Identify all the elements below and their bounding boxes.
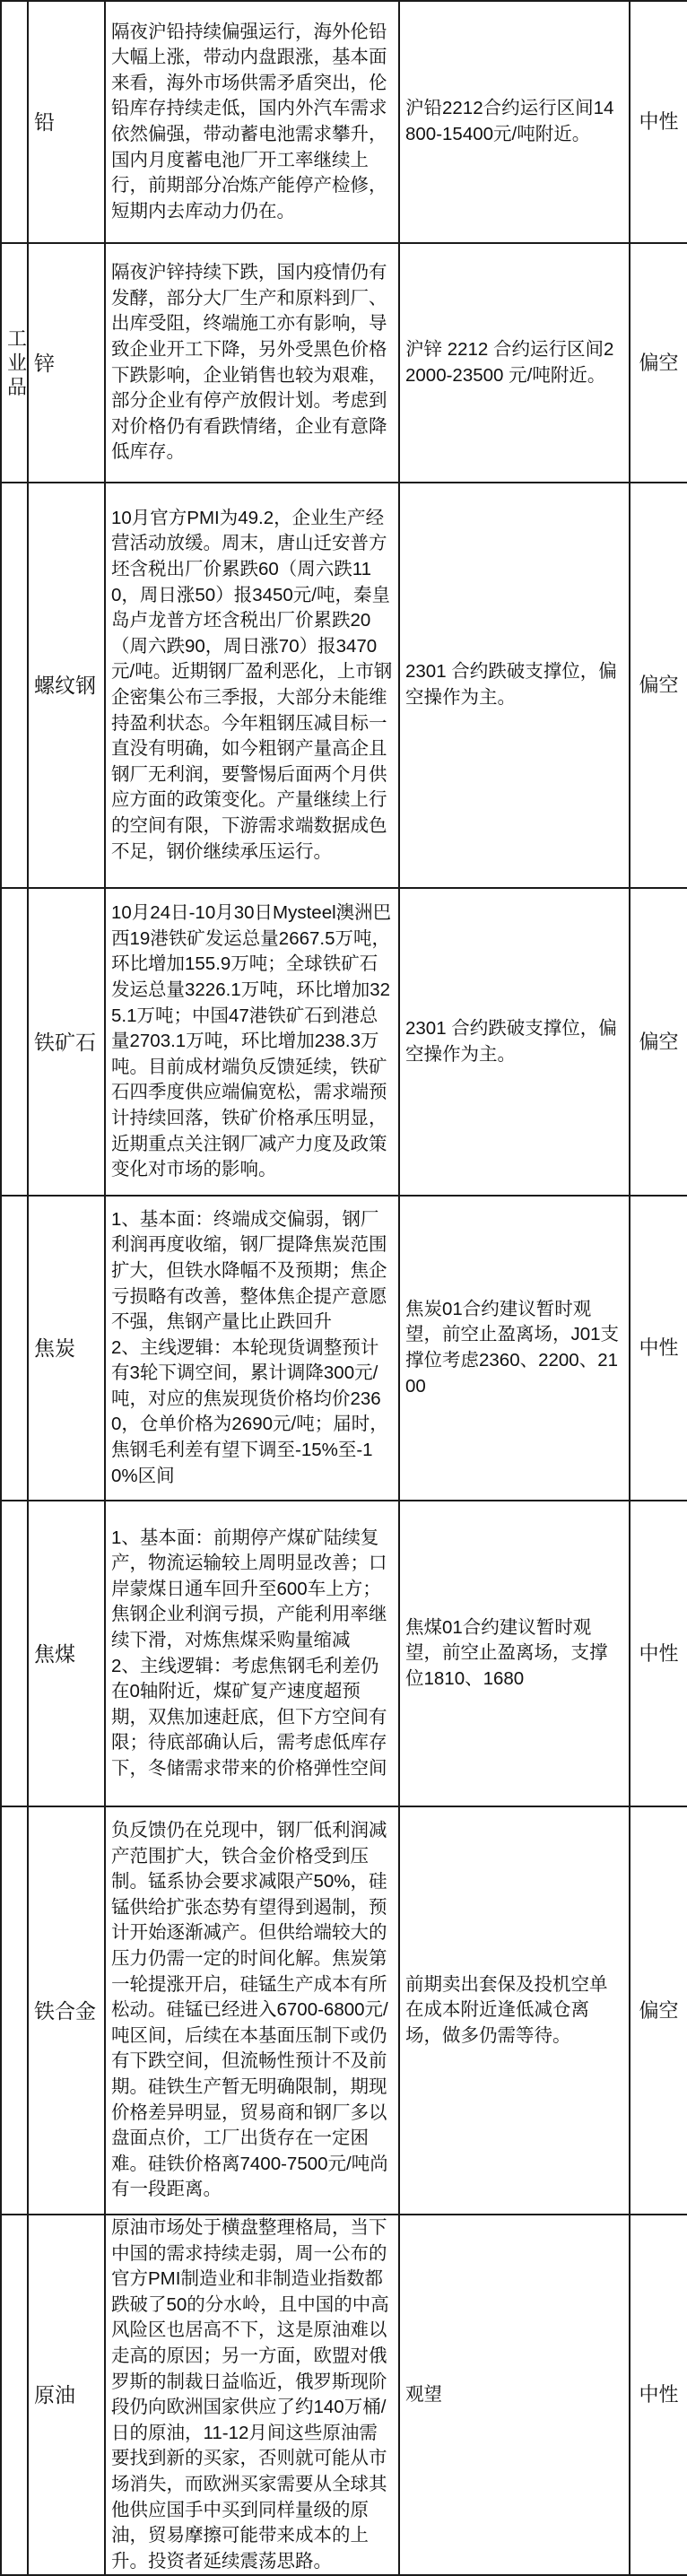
sector-cell [1, 483, 28, 888]
stance-badge: 偏空 [630, 483, 687, 888]
trading-strategy: 焦炭01合约建议暂时观望，前空止盈离场，J01支撑位考虑2360、2200、2100 [399, 1196, 630, 1501]
market-analysis: 1、基本面：终端成交偏弱，钢厂利润再度收缩，钢厂提降焦炭范围扩大，但铁水降幅不及预期；焦企亏损略有改善，整体焦企提产意愿不强，焦钢产量比止跌回升 2、主线逻辑：本轮现货调整预计有3轮下调空间，累计调降300元/吨，对应的焦炭现货价格均价2360，仓单价格为2690元/吨；届时，焦钢毛利差有望下调至-15%至-10%区间 [105, 1196, 399, 1501]
commodity-name: 铅 [28, 1, 105, 243]
market-analysis: 10月24日-10月30日Mysteel澳洲巴西19港铁矿发运总量2667.5万吨，环比增加155.9万吨；全球铁矿石发运总量3226.1万吨，环比增加325.1万吨；中国47港铁矿石到港总量2703.1万吨，环比增加238.3万吨。目前成材端负反馈延续，铁矿石四季度供应端偏宽松，需求端预计持续回落，铁矿价格承压明显，近期重点关注钢厂减产力度及政策变化对市场的影响。 [105, 888, 399, 1196]
sector-cell [1, 888, 28, 1196]
sector-cell [1, 2215, 28, 2575]
commodity-name: 焦煤 [28, 1501, 105, 1806]
table-row [1, 1806, 687, 2215]
table-row [1, 243, 687, 483]
table-row [1, 1, 687, 243]
sector-cell [1, 1196, 28, 1501]
table-row [1, 1196, 687, 1501]
sector-cell [1, 1, 28, 243]
market-analysis: 隔夜沪锌持续下跌，国内疫情仍有发酵，部分大厂生产和原料到厂、出库受阻，终端施工亦有影响，导致企业开工下降，另外受黑色价格下跌影响，企业销售也较为艰难，部分企业有停产放假计划。考虑到对价格仍有看跌情绪，企业有意降低库存。 [105, 243, 399, 483]
trading-strategy: 2301 合约跌破支撑位，偏空操作为主。 [399, 483, 630, 888]
stance-badge: 中性 [630, 2215, 687, 2575]
market-analysis: 负反馈仍在兑现中，钢厂低利润减产范围扩大，铁合金价格受到压制。锰系协会要求减限产50%，硅锰供给扩张态势有望得到遏制，预计开始逐渐减产。但供给端较大的压力仍需一定的时间化解。焦炭第一轮提涨开启，硅锰生产成本有所松动。硅锰已经进入6700-6800元/吨区间，后续在本基面压制下或仍有下跌空间，但流畅性预计不及前期。硅铁生产暂无明确限制，期现价格差异明显，贸易商和钢厂多以盘面点价，工厂出货存在一定困难。硅铁价格离7400-7500元/吨尚有一段距离。 [105, 1806, 399, 2215]
market-analysis: 隔夜沪铅持续偏强运行，海外伦铅大幅上涨，带动内盘跟涨，基本面来看，海外市场供需矛盾突出，伦铅库存持续走低，国内外汽车需求依然偏强，带动蓄电池需求攀升，国内月度蓄电池厂开工率继续上行，前期部分冶炼产能停产检修，短期内去库动力仍在。 [105, 1, 399, 243]
sector-cell [1, 1806, 28, 2215]
commodity-name: 螺纹钢 [28, 483, 105, 888]
trading-strategy: 沪铅2212合约运行区间14800-15400元/吨附近。 [399, 1, 630, 243]
market-analysis: 1、基本面：前期停产煤矿陆续复产，物流运输较上周明显改善；口岸蒙煤日通车回升至600车上方；焦钢企业利润亏损，产能利用率继续下滑，对炼焦煤采购量缩减 2、主线逻辑：考虑焦钢毛利差仍在0轴附近，煤矿复产速度超预期，双焦加速赶底，但下方空间有限；待底部确认后，需考虑低库存下，冬储需求带来的价格弹性空间 [105, 1501, 399, 1806]
stance-badge: 偏空 [630, 1806, 687, 2215]
stance-badge: 中性 [630, 1501, 687, 1806]
trading-strategy: 前期卖出套保及投机空单在成本附近逢低减仓离场，做多仍需等待。 [399, 1806, 630, 2215]
table-row [1, 2215, 687, 2575]
commodity-name: 锌 [28, 243, 105, 483]
trading-strategy: 观望 [399, 2215, 630, 2575]
commodity-name: 原油 [28, 2215, 105, 2575]
table-row [1, 888, 687, 1196]
sector-cell [1, 1501, 28, 1806]
table-row [1, 1501, 687, 1806]
stance-badge: 中性 [630, 1196, 687, 1501]
stance-badge: 偏空 [630, 243, 687, 483]
commodity-name: 铁矿石 [28, 888, 105, 1196]
stance-badge: 中性 [630, 1, 687, 243]
market-analysis: 10月官方PMI为49.2，企业生产经营活动放缓。周末，唐山迁安普方坯含税出厂价累跌60（周六跌110，周日涨50）报3450元/吨，秦皇岛卢龙普方坯含税出厂价累跌20（周六跌90，周日涨70）报3470元/吨。近期钢厂盈利恶化，上市钢企密集公布三季报，大部分未能维持盈利状态。今年粗钢压减目标一直没有明确，如今粗钢产量高企且钢厂无利润，要警惕后面两个月供应方面的政策变化。产量继续上行的空间有限，下游需求端数据成色不足，钢价继续承压运行。 [105, 483, 399, 888]
commodity-name: 焦炭 [28, 1196, 105, 1501]
commodity-name: 铁合金 [28, 1806, 105, 2215]
trading-strategy: 沪锌 2212 合约运行区间22000-23500 元/吨附近。 [399, 243, 630, 483]
sector-label: 工业品 [1, 243, 28, 483]
market-analysis: 原油市场处于横盘整理格局，当下中国的需求持续走弱，周一公布的官方PMI制造业和非制造业指数都跌破了50的分水岭，且中国的中高风险区也居高不下，这是原油难以走高的原因；另一方面，欧盟对俄罗斯的制裁日益临近，俄罗斯现阶段仍向欧洲国家供应了约140万桶/日的原油，11-12月间这些原油需要找到新的买家，否则就可能从市场消失，而欧洲买家需要从全球其他供应国手中买到同样量级的原油，贸易摩擦可能带来成本的上升。投资者延续震荡思路。 [105, 2215, 399, 2575]
trading-strategy: 焦煤01合约建议暂时观望，前空止盈离场，支撑位1810、1680 [399, 1501, 630, 1806]
stance-badge: 偏空 [630, 888, 687, 1196]
trading-strategy: 2301 合约跌破支撑位，偏空操作为主。 [399, 888, 630, 1196]
table-row [1, 483, 687, 888]
